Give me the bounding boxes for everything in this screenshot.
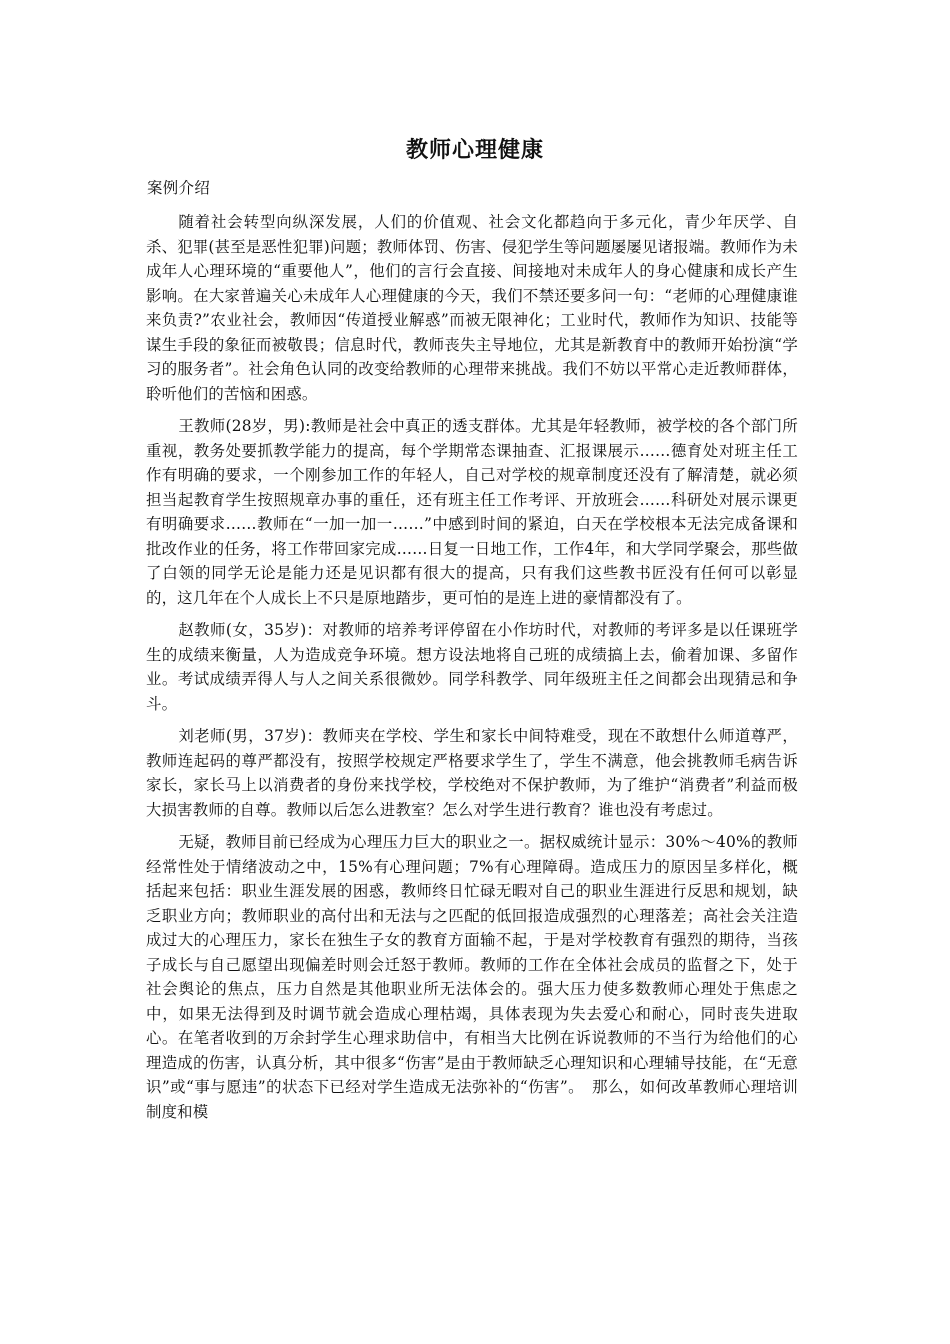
document-title: 教师心理健康 (405, 138, 544, 163)
paragraph-teacher-zhao: 赵教师(女，35岁)：对教师的培养考评停留在小作坊时代，对教师的考评多是以任课班学生的成绩来衡量，人为造成竞争环境。想方设法地将自己班的成绩搞上去，偷着加课、多留作业。考试成绩弄得人与人之间关系很微妙。同学科教学、同年级班主任之间都会出现猜忌和争斗。 (146, 621, 798, 713)
paragraph-intro: 随着社会转型向纵深发展，人们的价值观、社会文化都趋向于多元化，青少年厌学、自杀、犯罪(甚至是恶性犯罪)问题；教师体罚、伤害、侵犯学生等问题屡屡见诸报端。教师作为未成年人心理环境的“重要他人”，他们的言行会直接、间接地对未成年人的身心健康和成长产生影响。在大家普遍关心未成年人心理健康的今天，我们不禁还要多问一句：“老师的心理健康谁来负责?”农业社会，教师因“传道授业解惑”而被无限神化；工业时代，教师作为知识、技能等谋生手段的象征而被敬畏；信息时代，教师丧失主导地位，尤其是新教育中的教师开始扮演“学习的服务者”。社会角色认同的改变给教师的心理带来挑战。我们不妨以平常心走近教师群体，聆听他们的苦恼和困惑。 (146, 213, 798, 403)
paragraph-teacher-wang: 王教师(28岁，男):教师是社会中真正的透支群体。尤其是年轻教师，被学校的各个部门所重视，教务处要抓教学能力的提高，每个学期常态课抽查、汇报课展示……德育处对班主任工作有明确的要求，一个刚参加工作的年轻人，自己对学校的规章制度还没有了解清楚，就必须担当起教育学生按照规章办事的重任，还有班主任工作考评、开放班会……科研处对展示课更有明确要求……教师在“一加一加一……”中感到时间的紧迫，白天在学校根本无法完成备课和批改作业的任务，将工作带回家完成……日复一日地工作，工作4年，和大学同学聚会，那些做了白领的同学无论是能力还是见识都有很大的提高，只有我们这些教书匠没有任何可以彰显的，这几年在个人成长上不只是原地踏步，更可怕的是连上进的豪情都没有了。 (146, 417, 798, 607)
paragraph-teacher-liu: 刘老师(男，37岁)：教师夹在学校、学生和家长中间特难受，现在不敢想什么师道尊严，教师连起码的尊严都没有，按照学校规定严格要求学生了，学生不满意，他会挑教师毛病告诉家长，家长马上以消费者的身份来找学校，学校绝对不保护教师，为了维护“消费者”利益而极大损害教师的自尊。教师以后怎么进教室？怎么对学生进行教育？谁也没有考虑过。 (146, 727, 798, 819)
section-heading: 案例介绍 (147, 179, 211, 197)
paragraph-analysis: 无疑，教师目前已经成为心理压力巨大的职业之一。据权威统计显示：30%～40%的教师经常性处于情绪波动之中，15%有心理问题；7%有心理障碍。造成压力的原因呈多样化，概括起来包括：职业生涯发展的困惑，教师终日忙碌无暇对自己的职业生涯进行反思和规划，缺乏职业方向；教师职业的高付出和无法与之匹配的低回报造成强烈的心理落差；高社会关注造成过大的心理压力，家长在独生子女的教育方面输不起，于是对学校教育有强烈的期待，当孩子成长与自己愿望出现偏差时则会迁怒于教师。教师的工作在全体社会成员的监督之下，处于社会舆论的焦点，压力自然是其他职业所无法体会的。强大压力使多数教师心理处于焦虑之中，如果无法得到及时调节就会造成心理枯竭，具体表现为失去爱心和耐心，同时丧失进取心。在笔者收到的万余封学生心理求助信中，有相当大比例在诉说教师的不当行为给他们的心理造成的伤害，认真分析，其中很多“伤害”是由于教师缺乏心理知识和心理辅导技能，在“无意识”或“事与愿违”的状态下已经对学生造成无法弥补的“伤害”。 那么，如何改革教师心理培训制度和模 (146, 833, 798, 1121)
document-body (146, 210, 798, 1132)
